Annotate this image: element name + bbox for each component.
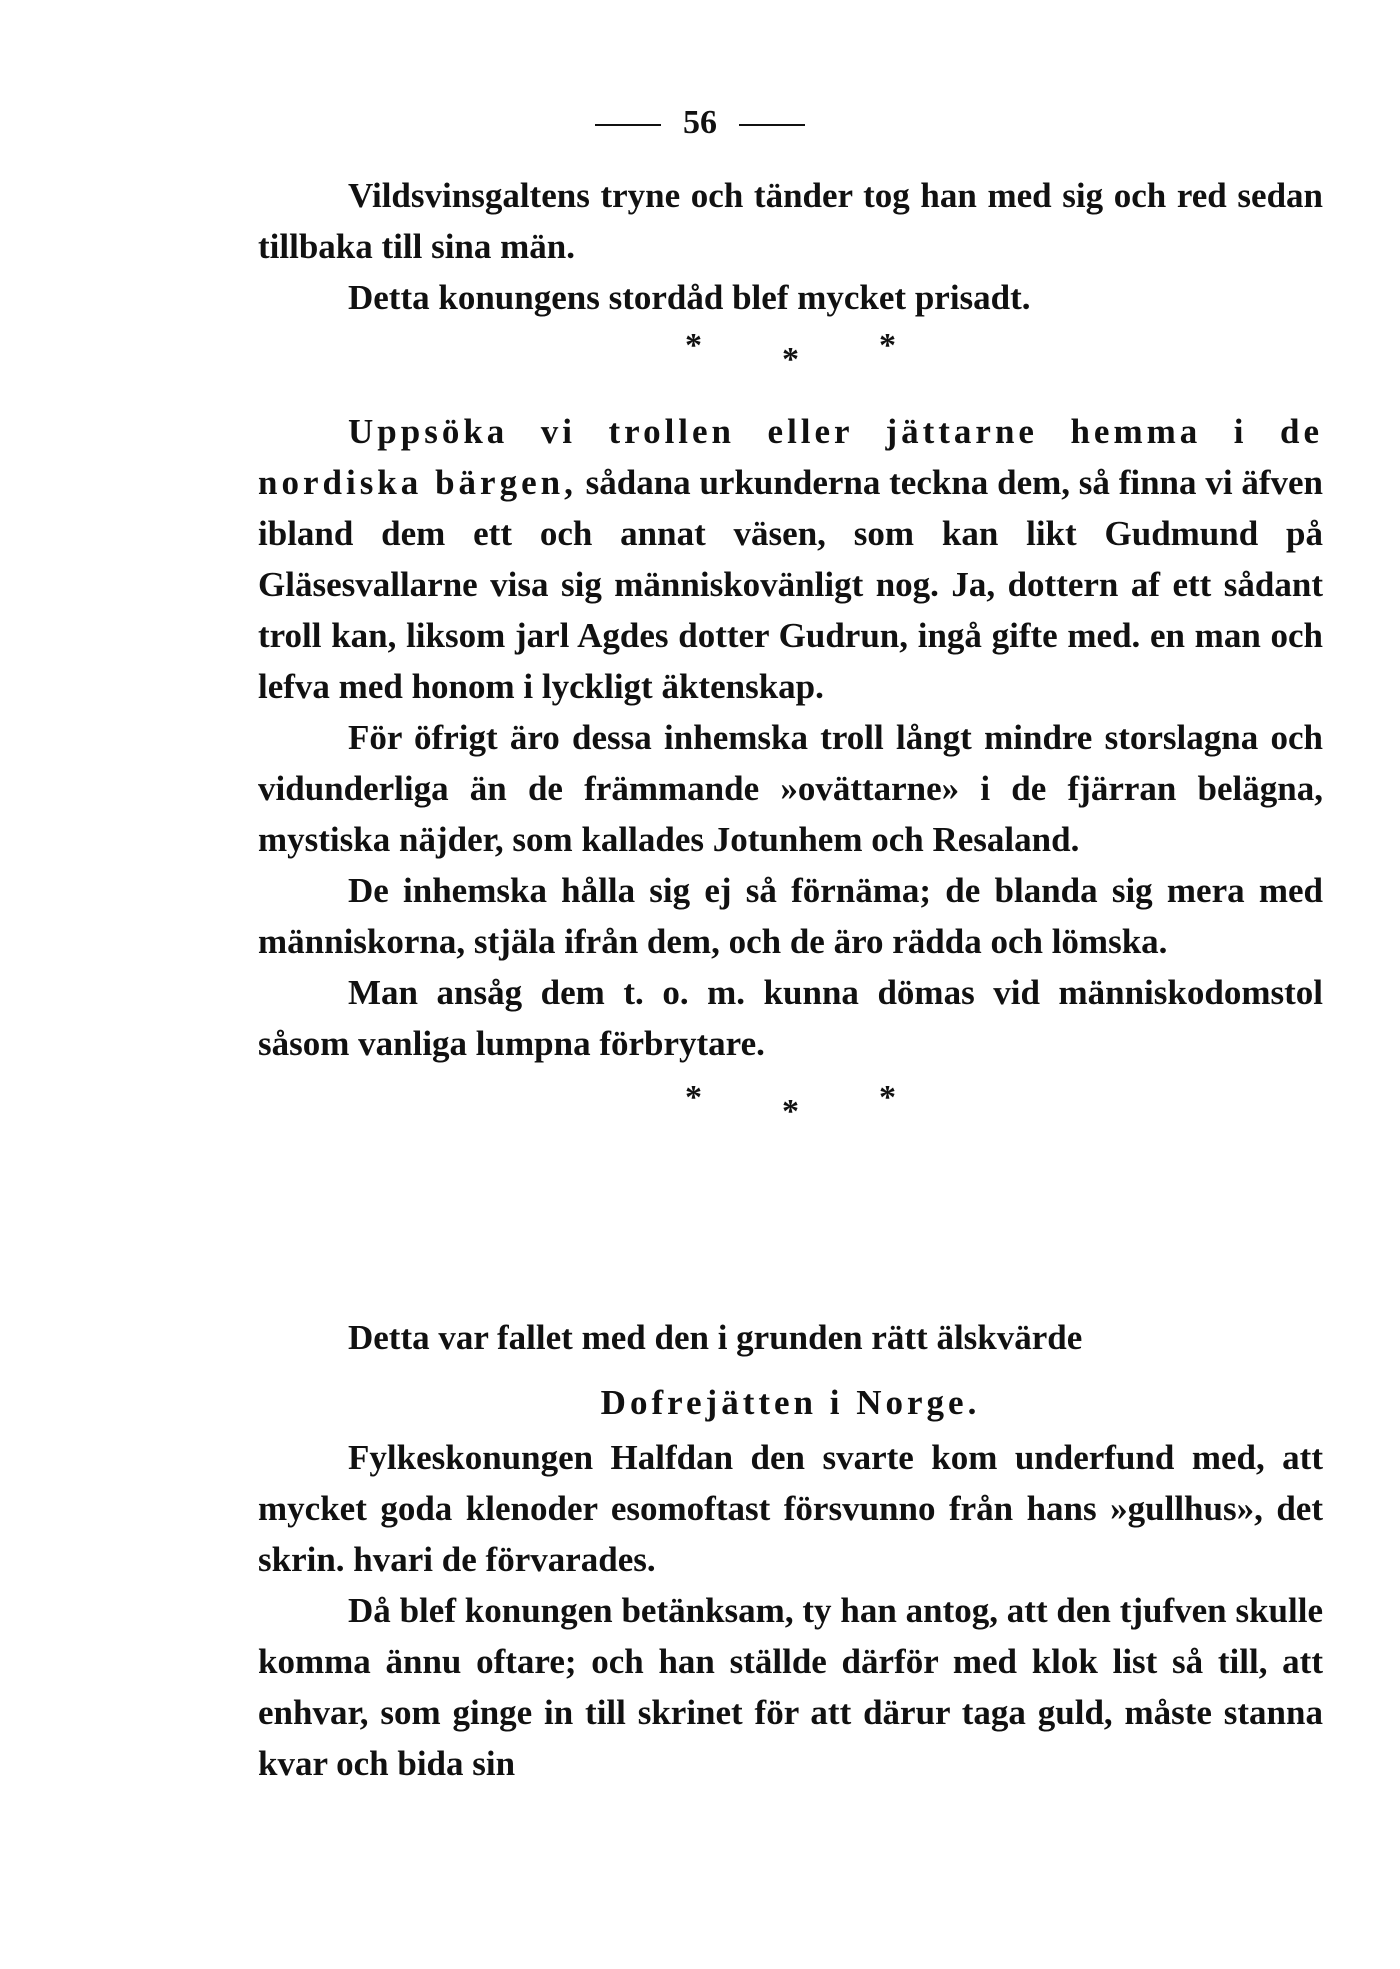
paragraph (258, 406, 1323, 712)
section-separator (258, 1079, 1323, 1130)
text-block-1 (258, 170, 1323, 378)
header-rule-right (739, 124, 805, 126)
paragraph: Då blef konungen betänksam, ty han antog, att den tjufven skulle komma ännu oftare; och han ställde därför med klok list så till, att enhvar, som ginge in till skrinet för att därur taga guld, måste stanna kvar och bida sin (258, 1591, 1323, 1783)
asterisk: * (685, 1079, 702, 1116)
text-block-2 (258, 406, 1323, 1130)
asterisk: * (685, 327, 702, 364)
paragraph: Fylkeskonungen Halfdan den svarte kom underfund med, att mycket goda klenoder esomoftast försvunno från hans »gullhus», det skrin. hvari de förvarades. (258, 1438, 1323, 1579)
paragraph: Detta konungens stordåd blef mycket prisadt. (348, 278, 1031, 317)
header-rule-left (595, 124, 661, 126)
paragraph: De inhemska hålla sig ej så förnäma; de blanda sig mera med människorna, stjäla ifrån dem, och de äro rädda och lömska. (258, 871, 1323, 961)
paragraph-text: sådana urkunderna teckna dem, så finna vi äfven ibland dem ett och annat väsen, som kan likt Gudmund på Gläsesvallarne visa sig människovänligt nog. Ja, dottern af ett sådant troll kan, liksom jarl Agdes dotter Gudrun, ingå gifte med. en man och lefva med honom i lyckligt äktenskap. (258, 463, 1323, 706)
asterisk: * (782, 341, 799, 378)
paragraph: Vildsvinsgaltens tryne och tänder tog han med sig och red sedan tillbaka till sina män. (258, 176, 1323, 266)
asterisk: * (879, 1079, 896, 1116)
section-heading: Dofrejätten i Norge. (600, 1383, 981, 1422)
paragraph: Man ansåg dem t. o. m. kunna dömas vid människodomstol såsom vanliga lumpna förbrytare. (258, 973, 1323, 1063)
paragraph: För öfrigt äro dessa inhemska troll långt mindre storslagna och vidunderliga än de främmande »ovättarne» i de fjärran belägna, mystiska näjder, som kallades Jotunhem och Resaland. (258, 718, 1323, 859)
spaced-phrase: Uppsöka vi trollen eller jättarne hemma i de nordiska bärgen, (258, 412, 1323, 502)
text-block-3 (258, 1312, 1323, 1789)
page-header (0, 100, 1400, 146)
asterisk: * (782, 1093, 799, 1130)
page-number: 56 (683, 104, 717, 141)
paragraph: Detta var fallet med den i grunden rätt älskvärde (348, 1318, 1083, 1357)
section-separator (258, 327, 1323, 378)
asterisk: * (879, 327, 896, 364)
